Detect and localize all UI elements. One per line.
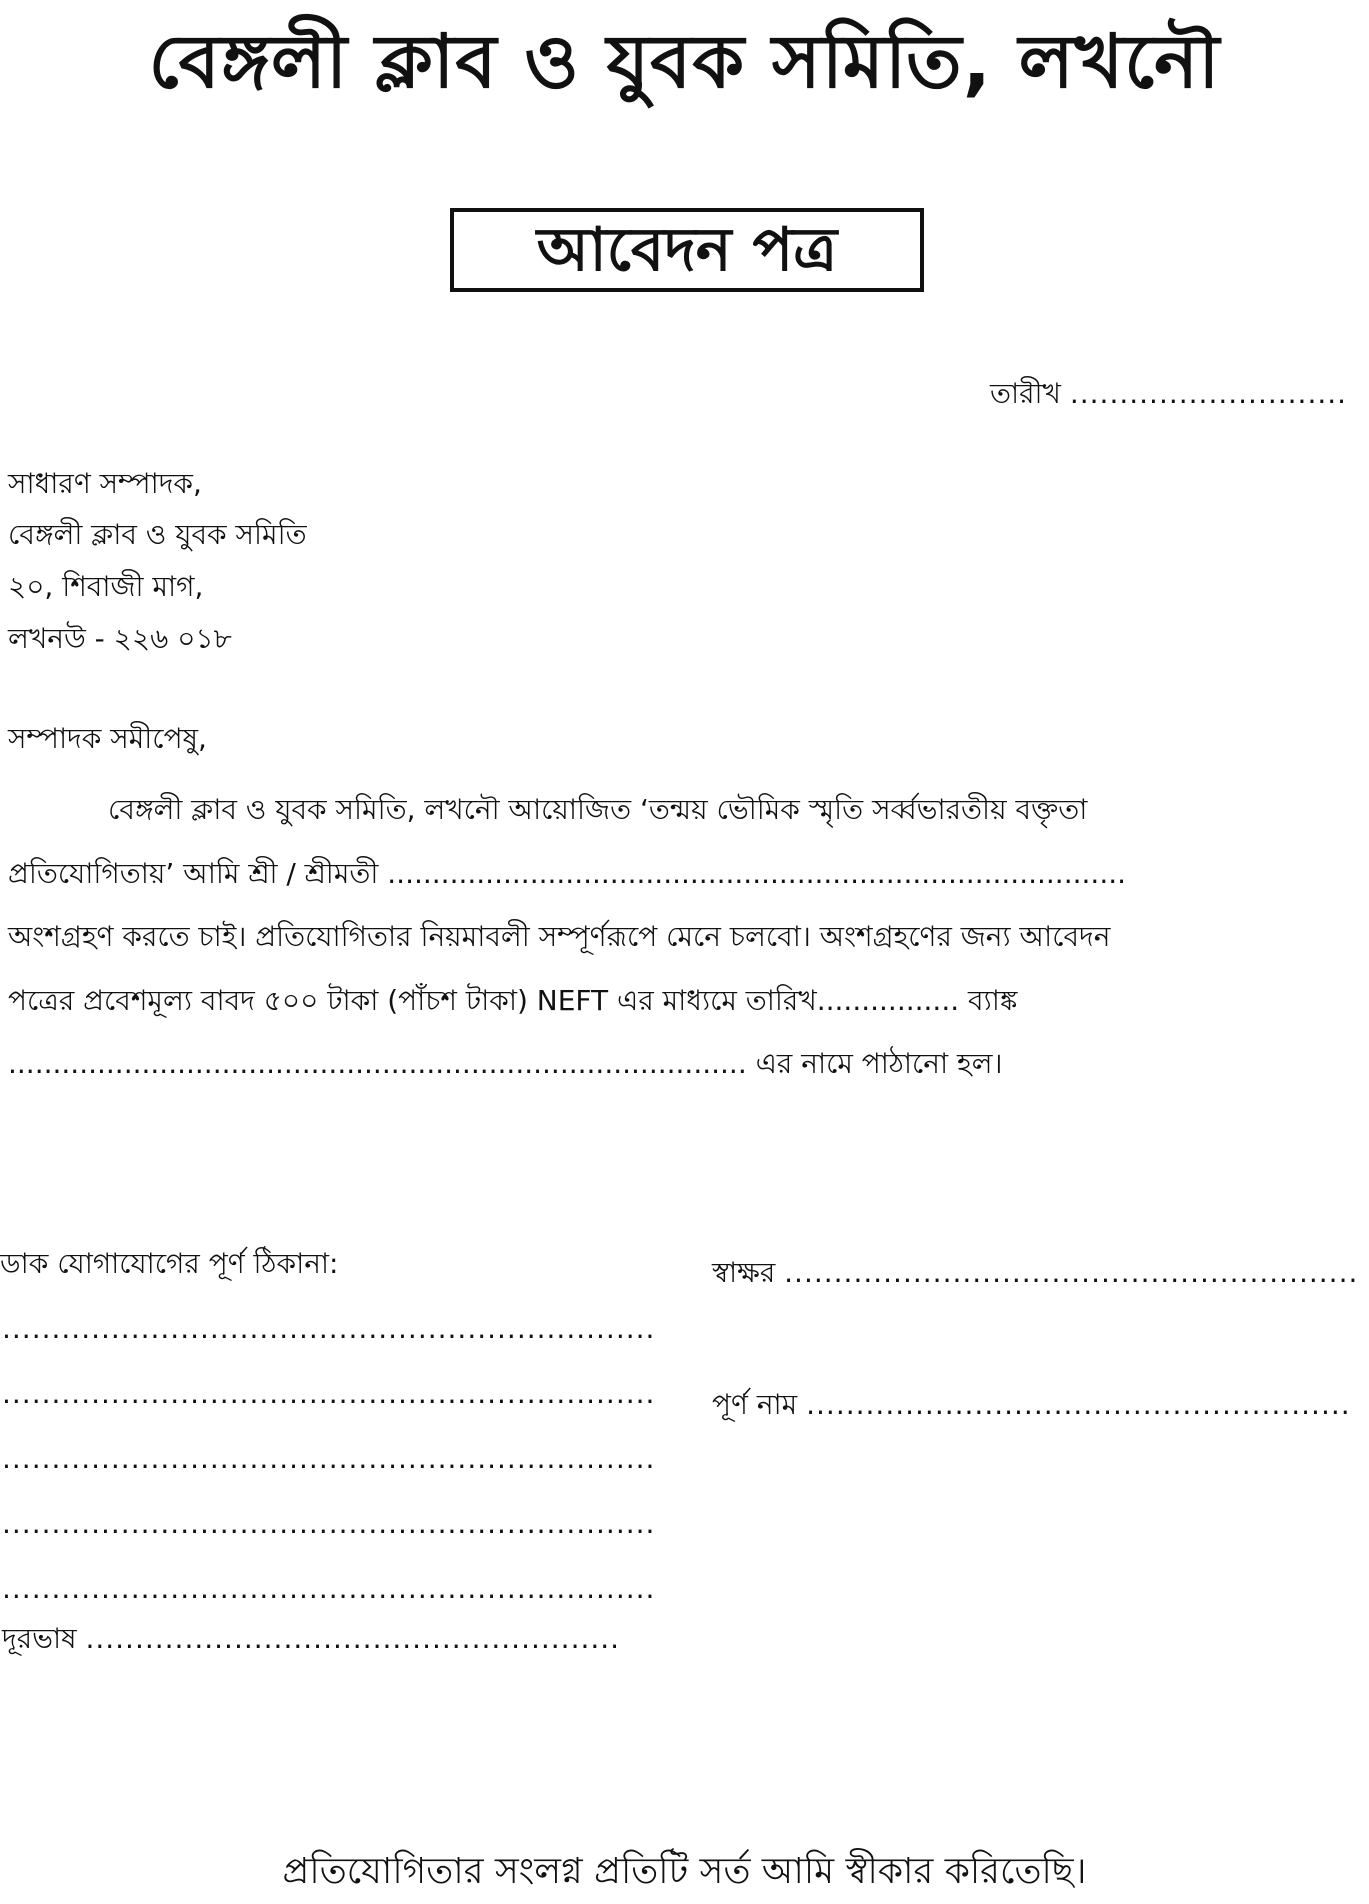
signature-label: স্বাক্ষর <box>712 1256 776 1289</box>
signature-blank: .......................................................... <box>784 1256 1359 1289</box>
recipient-line-3: ২০, শিবাজী মাগ, <box>8 570 204 603</box>
address-blank-3: .................................................................. <box>2 1442 656 1475</box>
signature-line <box>712 1256 1358 1290</box>
address-blank-4: .................................................................. <box>2 1507 656 1540</box>
full-name-line <box>712 1388 1351 1422</box>
body-line-1: বেঙ্গলী ক্লাব ও যুবক সমিতি, লখনৌ আয়োজিত ‘তন্ময় ভৌমিক স্মৃতি সর্ব্বভারতীয় বক্তৃতা <box>108 793 1088 826</box>
body-line-3: অংশগ্রহণ করতে চাই। প্রতিযোগিতার নিয়মাবলী সম্পূর্ণরূপে মেনে চলবো। অংশগ্রহণের জন্য আবেদন <box>8 920 1111 953</box>
full-name-label: পূর্ণ নাম <box>712 1388 798 1421</box>
address-blank-1: .................................................................. <box>2 1312 656 1345</box>
recipient-line-4: লখনউ - ২২৬ ০১৮ <box>8 622 232 655</box>
phone-line <box>2 1622 620 1656</box>
org-title: বেঙ্গলী ক্লাব ও যুবক সমিতি, লখনৌ <box>148 19 1221 105</box>
full-name-blank: ....................................................... <box>806 1388 1351 1421</box>
salutation: সম্পাদক সমীপেষু, <box>8 722 207 755</box>
phone-blank: ...................................................... <box>85 1622 621 1655</box>
declaration: প্রতিযোগিতার সংলগ্ন প্রতিটি সর্ত আমি স্বীকার করিতেছি। <box>282 1851 1087 1892</box>
date-blank: ............................ <box>1069 377 1348 410</box>
address-label: ডাক যোগাযোগের পূর্ণ ঠিকানা: <box>0 1247 339 1280</box>
form-title: আবেদন পত্র <box>536 215 838 285</box>
date-line <box>990 377 1347 411</box>
body-line-5: ................................................................................... এর নামে পাঠানো হল। <box>8 1047 1003 1080</box>
body-line-4: পত্রের প্রবেশমূল্য বাবদ ৫০০ টাকা (পাঁচশ টাকা) NEFT এর মাধ্যমে তারিখ................ ব্যাঙ্ক <box>8 984 1018 1017</box>
phone-label: দূরভাষ <box>2 1622 77 1655</box>
address-blank-5: .................................................................. <box>2 1572 656 1605</box>
body-line-2: প্রতিযোগিতায়’ আমি শ্রী / শ্রীমতী ................................................................................... <box>8 857 1127 890</box>
recipient-line-1: সাধারণ সম্পাদক, <box>8 467 202 500</box>
date-label: তারীখ <box>990 377 1061 410</box>
address-blank-2: .................................................................. <box>2 1377 656 1410</box>
form-title-box <box>450 208 924 292</box>
recipient-line-2: বেঙ্গলী ক্লাব ও যুবক সমিতি <box>8 518 307 551</box>
